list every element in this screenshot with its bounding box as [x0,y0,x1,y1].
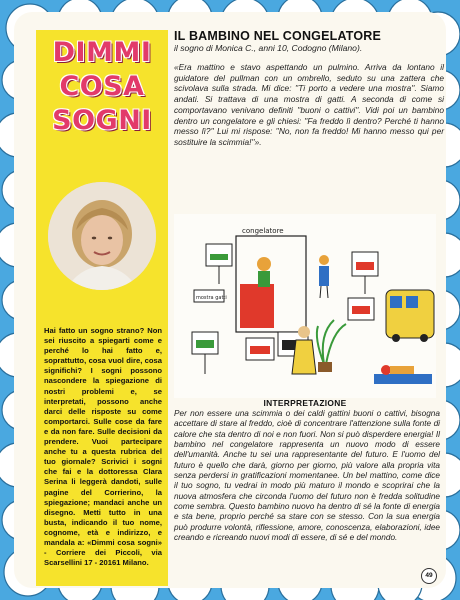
interpretation-heading: INTERPRETAZIONE [263,398,347,408]
drawing-label-freezer: congelatore [242,227,284,235]
column-logo [36,36,168,138]
drawing-label-show: mostra gatti [196,295,227,301]
child-drawing [174,214,436,398]
author-photo [48,182,156,290]
logo-line: DIMMI [52,37,152,68]
dream-story: «Era mattino e stavo aspettando un pulmino. Arriva da lontano il guidatore del pullman con un ombrello, seduto su una zattera che scivolava sulla strada. Mi dice: ''Ti porto a vedere una mostra''. Siamo andati. Si trattava di una mostra di gatti. A seconda di come si comportavano venivano definiti ''buoni o cattivi''. Vidi poi un bambino dentro un congelatore e gli chiesi: ''Fa freddo lì dentro? Perché ti hanno messo lì?'' Lui mi rispose: ''No, non fa freddo! Mi hanno messo qui per sostituire la scimmia!''». [174,62,444,147]
page-number: 49 [421,568,437,584]
article-headline: IL BAMBINO NEL CONGELATORE [174,29,382,43]
interpretation-text: Per non essere una scimmia o dei caldi gattini buoni o cattivi, bisogna accettare di stare al freddo, cioè di concentrare l'attenzione sulla fonte di calore che sta dentro di noi e non fuori. Non si può disperdere energia! Il bambino nel congelatore rappresenta un nuovo modo di essere dell'umanità. Anche tu sei una rappresentante del futuro. E l'uomo del futuro è quello che darà, giorno per giorno, più valore alla propria vita senza perdersi in gratificazioni momentanee. Un bel mattino, come dice il tuo sogno, tu vedrai in modo più maturo il mondo e scoprirai che la nuova atmosfera che circonda l'uomo del futuro non è fredda solitudine come sembra. Questo bambino nuovo ha dentro di sé la fonte di energia e sta bene, proprio perché sa stare con se stesso. Con la sua energia può produrre volontà, riflessione, amore, conoscenza, elaborazioni, idee creando e ricreando nuovi modi di essere, di sé e del mondo. [174,409,440,543]
article-subhead: il sogno di Monica C., anni 10, Codogno (Milano). [174,43,363,53]
column-intro-text: Hai fatto un sogno strano? Non sei riuscito a spiegarti come e perché lo hai fatto e, soprattutto, cosa vuol dire, cosa significhi? I sogni possono nascondere la spiegazione di nostri problemi e, se interpretati, possono anche darci delle risposte su come comportarci. Sulle cose da fare e da non fare. Sulle decisioni da prendere. Vuoi partecipare anche tu a questa rubrica del tuo giornale? Scrivici i sogni che fai e la dottoressa Clara Serina li leggerà dandoti, sulle pagine del Corrierino, la spiegazione; mandaci anche un disegno. Metti tutto in una busta, indicando il tuo nome, cognome, età e indirizzo, e mandala a: «Dimmi cosa sogni» - Corriere dei Piccoli, via Scarsellini 17 - 20161 Milano. [44,326,162,568]
logo-line: COSA [59,71,145,102]
logo-line: SOGNI [52,105,152,136]
